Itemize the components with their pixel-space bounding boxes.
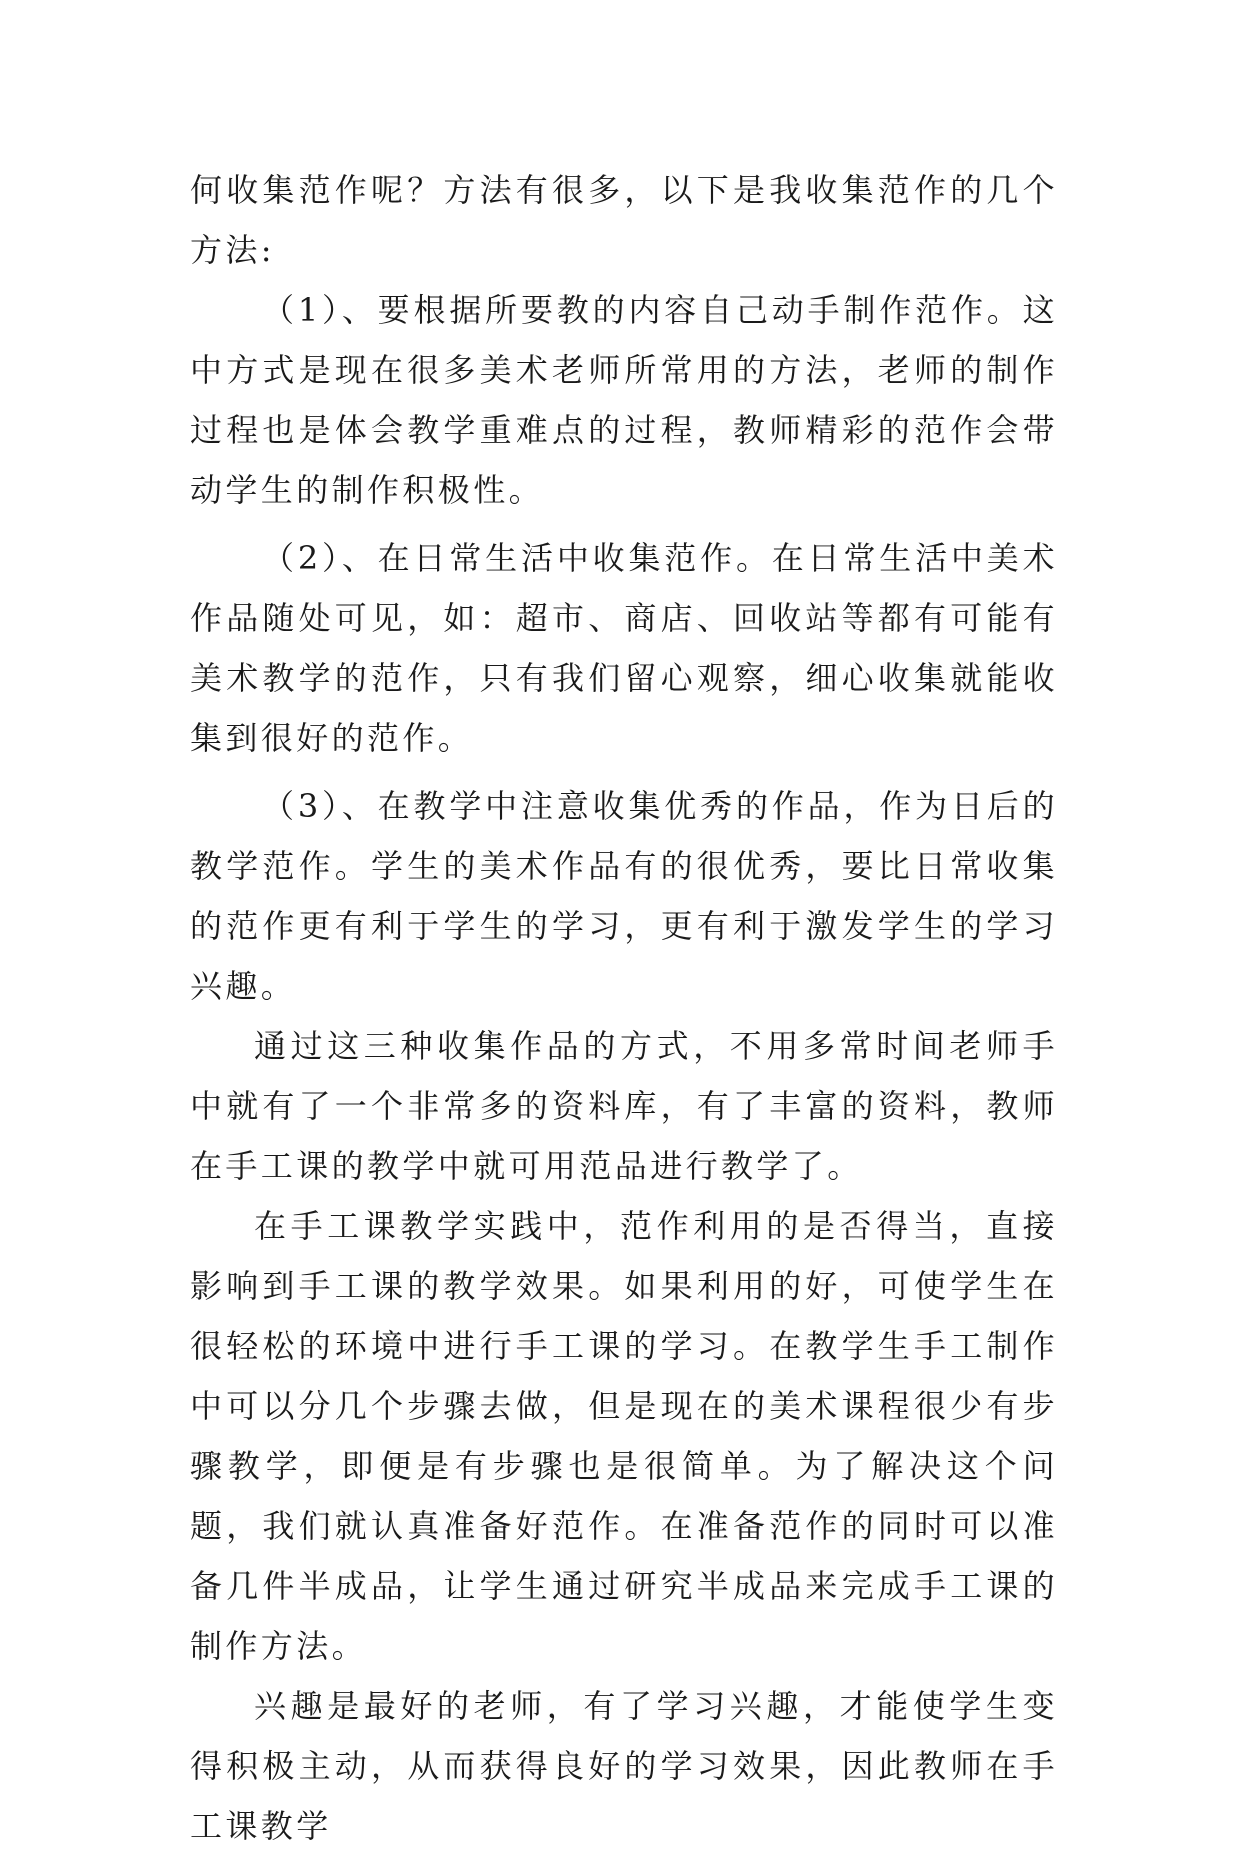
paragraph-summary: 通过这三种收集作品的方式，不用多常时间老师手中就有了一个非常多的资料库，有了丰富的资料，教师在手工课的教学中就可用范品进行教学了。 xyxy=(190,1027,1058,1185)
paragraph-method-2: （2）、在日常生活中收集范作。在日常生活中美术作品随处可见，如：超市、商店、回收站等都有可能有美术教学的范作，只有我们留心观察，细心收集就能收集到很好的范作。 xyxy=(190,539,1058,757)
paragraph-method-1: （1）、要根据所要教的内容自己动手制作范作。这中方式是现在很多美术老师所常用的方法，老师的制作过程也是体会教学重难点的过程，教师精彩的范作会带动学生的制作积极性。 xyxy=(190,291,1058,509)
body-text xyxy=(190,160,1058,1856)
paragraph-practice: 在手工课教学实践中，范作利用的是否得当，直接影响到手工课的教学效果。如果利用的好，可使学生在很轻松的环境中进行手工课的学习。在教学生手工制作中可以分几个步骤去做，但是现在的美术课程很少有步骤教学，即便是有步骤也是很简单。为了解决这个问题，我们就认真准备好范作。在准备范作的同时可以准备几件半成品，让学生通过研究半成品来完成手工课的制作方法。 xyxy=(190,1207,1058,1665)
paragraph-continuation: 何收集范作呢？方法有很多，以下是我收集范作的几个方法: xyxy=(190,171,1058,269)
paragraph-method-3: （3）、在教学中注意收集优秀的作品，作为日后的教学范作。学生的美术作品有的很优秀，要比日常收集的范作更有利于学生的学习，更有利于激发学生的学习兴趣。 xyxy=(190,787,1058,1005)
paragraph-interest: 兴趣是最好的老师，有了学习兴趣，才能使学生变得积极主动，从而获得良好的学习效果，因此教师在手工课教学 xyxy=(190,1687,1058,1845)
